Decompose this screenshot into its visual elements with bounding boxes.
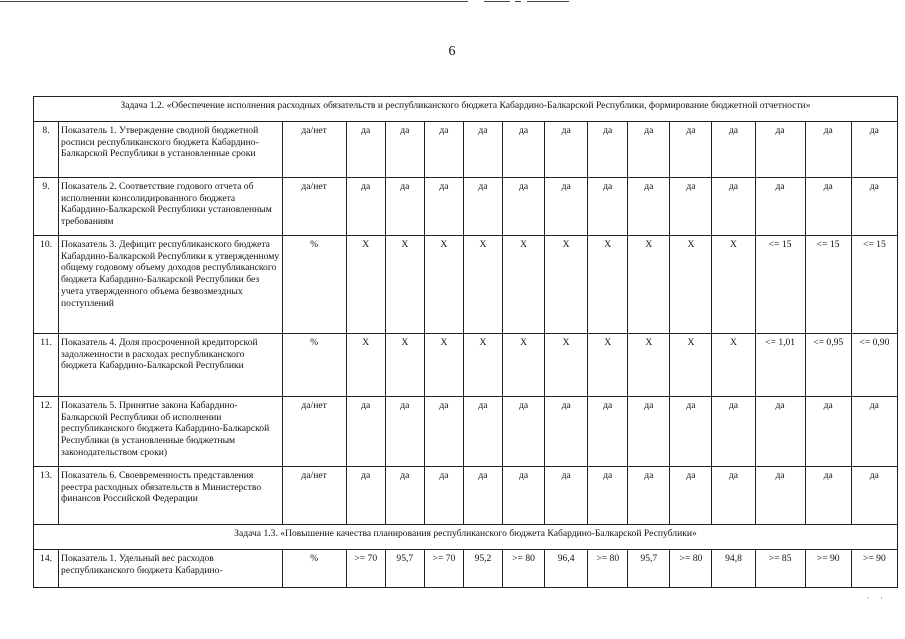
value-cell: Х (503, 236, 545, 334)
page-number: 6 (448, 44, 456, 59)
value-cell: 94,8 (712, 550, 755, 588)
value-cell: >= 70 (424, 550, 463, 588)
value-cell: >= 70 (346, 550, 385, 588)
value-cell: Х (712, 334, 755, 397)
unit-cell: да/нет (282, 178, 346, 236)
value-cell: Х (670, 334, 712, 397)
table-row (34, 397, 898, 467)
row-number: 8. (34, 122, 59, 178)
value-cell: <= 0,95 (805, 334, 851, 397)
value-cell: да (545, 178, 588, 236)
row-number: 11. (34, 334, 59, 397)
value-cell: да (588, 122, 628, 178)
value-cell: да (385, 397, 424, 467)
value-cell: да (503, 467, 545, 525)
value-cell: Х (385, 236, 424, 334)
value-cell: Х (463, 236, 502, 334)
value-cell: да (670, 178, 712, 236)
value-cell: Х (545, 236, 588, 334)
table-row (34, 236, 898, 334)
value-cell: да (805, 178, 851, 236)
task-row-1-2 (34, 97, 898, 122)
indicator-name: Показатель 6. Своевременность представления реестра расходных обязательств в Министерство финансов Российской Федерации (59, 467, 283, 525)
value-cell: Х (712, 236, 755, 334)
table-row (34, 334, 898, 397)
unit-cell: да/нет (282, 467, 346, 525)
unit-cell: да/нет (282, 397, 346, 467)
value-cell: да (424, 467, 463, 525)
value-cell: да (805, 397, 851, 467)
value-cell: да (503, 178, 545, 236)
value-cell: >= 85 (755, 550, 805, 588)
unit-cell: % (282, 550, 346, 588)
value-cell: да (851, 467, 897, 525)
value-cell: да (424, 397, 463, 467)
table-row (34, 550, 898, 588)
row-number: 9. (34, 178, 59, 236)
value-cell: <= 1,01 (755, 334, 805, 397)
row-number: 12. (34, 397, 59, 467)
row-number: 14. (34, 550, 59, 588)
value-cell: да (385, 467, 424, 525)
value-cell: да (385, 122, 424, 178)
value-cell: Х (588, 334, 628, 397)
value-cell: да (755, 122, 805, 178)
top-rule-mid2 (515, 1, 521, 2)
value-cell: да (588, 467, 628, 525)
value-cell: <= 15 (805, 236, 851, 334)
value-cell: >= 90 (805, 550, 851, 588)
value-cell: Х (545, 334, 588, 397)
value-cell: 96,4 (545, 550, 588, 588)
value-cell: да (805, 122, 851, 178)
value-cell: да (503, 397, 545, 467)
top-rule-left (0, 1, 468, 2)
value-cell: да (851, 178, 897, 236)
value-cell: да (805, 467, 851, 525)
value-cell: да (628, 467, 670, 525)
value-cell: да (588, 178, 628, 236)
value-cell: да (545, 467, 588, 525)
value-cell: да (588, 397, 628, 467)
value-cell: <= 15 (851, 236, 897, 334)
value-cell: да (463, 178, 502, 236)
value-cell: Х (503, 334, 545, 397)
value-cell: да (628, 122, 670, 178)
indicators-table (33, 96, 898, 588)
value-cell: да (463, 397, 502, 467)
value-cell: да (712, 467, 755, 525)
scan-mark: · · (866, 593, 887, 603)
value-cell: Х (424, 334, 463, 397)
value-cell: да (851, 122, 897, 178)
value-cell: >= 80 (670, 550, 712, 588)
value-cell: да (424, 178, 463, 236)
value-cell: да (712, 397, 755, 467)
row-number: 13. (34, 467, 59, 525)
value-cell: >= 80 (588, 550, 628, 588)
value-cell: да (670, 122, 712, 178)
indicator-name: Показатель 5. Принятие закона Кабардино-Балкарской Республики об исполнении республиканского бюджета Кабардино-Балкарской Республики (в установленные бюджетным законодательством сроки) (59, 397, 283, 467)
table-row (34, 178, 898, 236)
value-cell: да (503, 122, 545, 178)
unit-cell: % (282, 236, 346, 334)
value-cell: да (463, 122, 502, 178)
indicator-name: Показатель 3. Дефицит республиканского бюджета Кабардино-Балкарской Республики к утвержденному общему годовому объему доходов республиканского бюджета Кабардино-Балкарской Республики без учета утвержденного объема безвозмездных поступлений (59, 236, 283, 334)
value-cell: да (346, 122, 385, 178)
top-rule-mid (484, 1, 510, 2)
top-rule-right (527, 1, 569, 2)
value-cell: >= 90 (851, 550, 897, 588)
value-cell: да (670, 397, 712, 467)
value-cell: да (424, 122, 463, 178)
value-cell: <= 0,90 (851, 334, 897, 397)
unit-cell: % (282, 334, 346, 397)
indicator-name: Показатель 2. Соответствие годового отчета об исполнении консолидированного бюджета Кабардино-Балкарской Республики установленным требованиям (59, 178, 283, 236)
value-cell: да (346, 178, 385, 236)
value-cell: да (712, 178, 755, 236)
value-cell: Х (463, 334, 502, 397)
value-cell: да (628, 178, 670, 236)
unit-cell: да/нет (282, 122, 346, 178)
value-cell: Х (346, 334, 385, 397)
value-cell: Х (628, 236, 670, 334)
value-cell: Х (670, 236, 712, 334)
value-cell: >= 80 (503, 550, 545, 588)
value-cell: 95,2 (463, 550, 502, 588)
table-row (34, 122, 898, 178)
value-cell: да (712, 122, 755, 178)
value-cell: Х (588, 236, 628, 334)
value-cell: 95,7 (385, 550, 424, 588)
indicator-name: Показатель 4. Доля просроченной кредиторской задолженности в расходах республиканского бюджета Кабардино-Балкарской Республики (59, 334, 283, 397)
value-cell: 95,7 (628, 550, 670, 588)
task-row-1-3 (34, 525, 898, 550)
value-cell: Х (385, 334, 424, 397)
indicator-name: Показатель 1. Утверждение сводной бюджетной росписи республиканского бюджета Кабардино-Балкарской Республики в установленные сроки (59, 122, 283, 178)
value-cell: да (346, 397, 385, 467)
value-cell: да (755, 397, 805, 467)
table-row (34, 467, 898, 525)
value-cell: да (385, 178, 424, 236)
value-cell: да (851, 397, 897, 467)
value-cell: да (545, 122, 588, 178)
task-heading: Задача 1.3. «Повышение качества планирования республиканского бюджета Кабардино-Балкарской Республики» (34, 525, 898, 550)
value-cell: да (346, 467, 385, 525)
value-cell: Х (346, 236, 385, 334)
value-cell: да (755, 467, 805, 525)
value-cell: да (670, 467, 712, 525)
row-number: 10. (34, 236, 59, 334)
value-cell: да (755, 178, 805, 236)
indicator-name: Показатель 1. Удельный вес расходов республиканского бюджета Кабардино- (59, 550, 283, 588)
value-cell: да (628, 397, 670, 467)
value-cell: <= 15 (755, 236, 805, 334)
value-cell: Х (424, 236, 463, 334)
value-cell: да (463, 467, 502, 525)
task-heading: Задача 1.2. «Обеспечение исполнения расходных обязательств и республиканского бюджета Кабардино-Балкарской Республики, формирование бюджетной отчетности» (34, 97, 898, 122)
value-cell: да (545, 397, 588, 467)
value-cell: Х (628, 334, 670, 397)
